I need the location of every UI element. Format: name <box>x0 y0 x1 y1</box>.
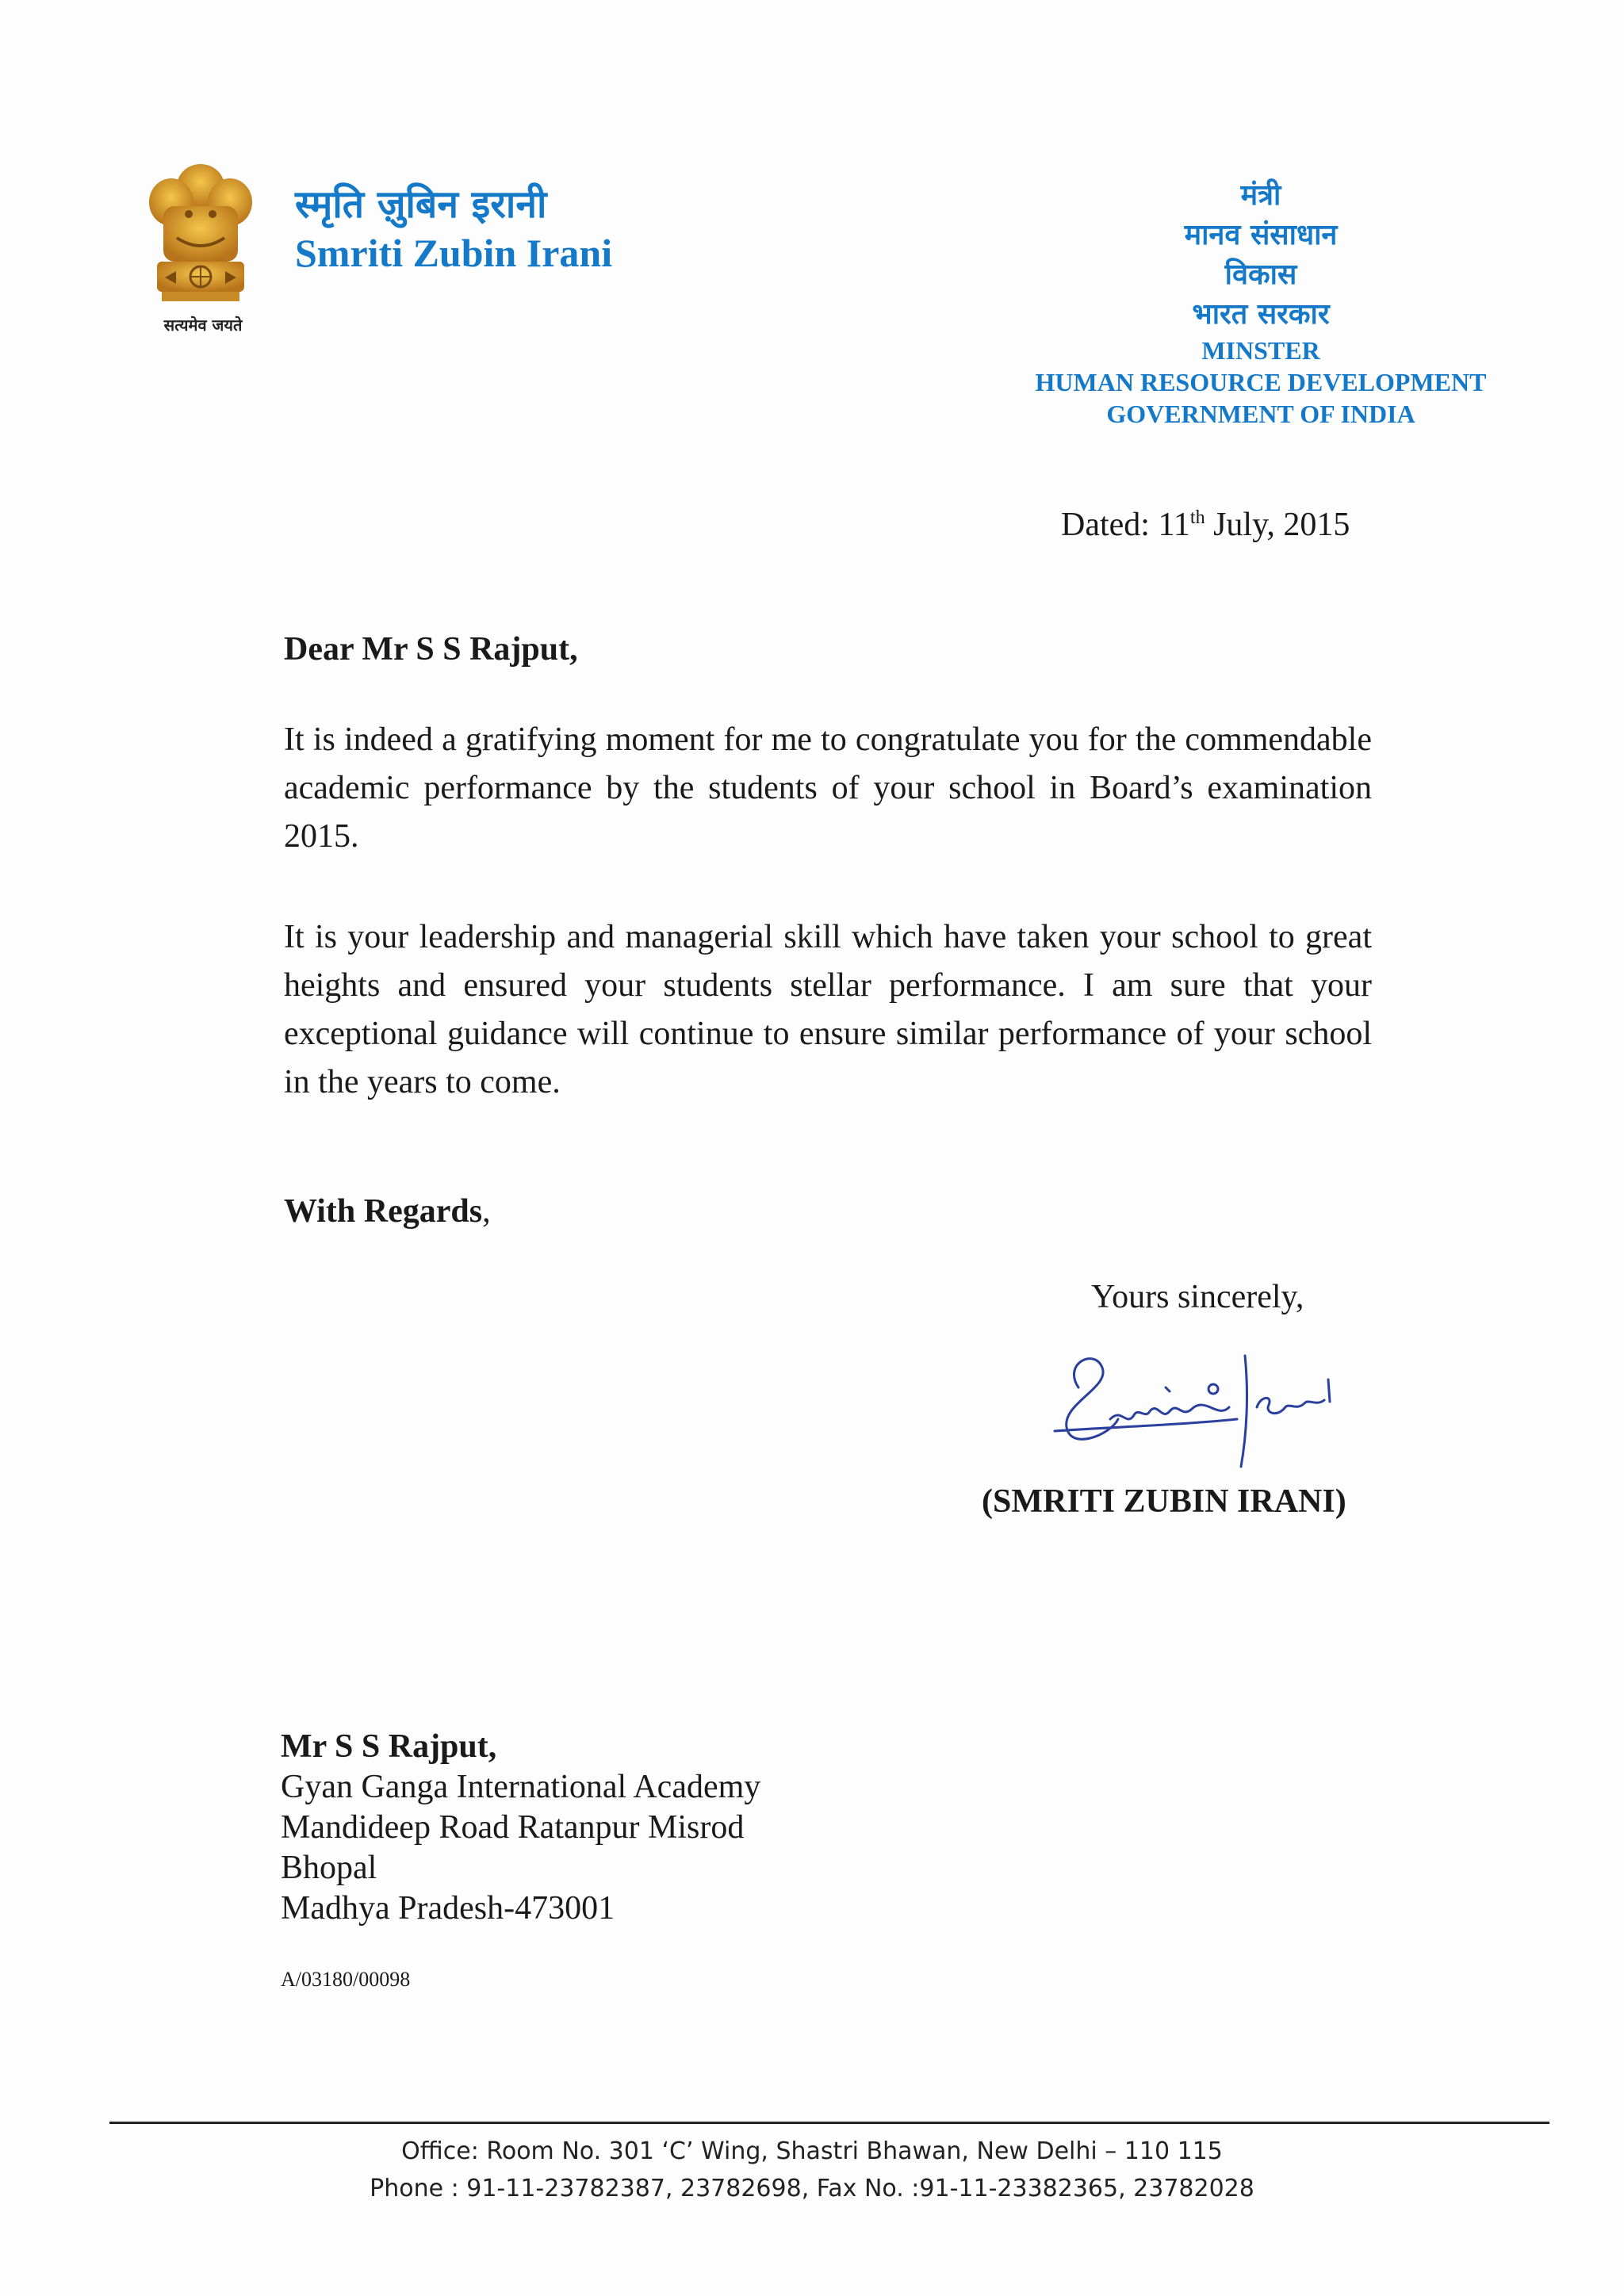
title-english-line: GOVERNMENT OF INDIA <box>1106 400 1415 428</box>
title-hindi-line: भारत सरकार <box>1192 298 1330 331</box>
office-title-block <box>991 176 1530 430</box>
sender-name-english: Smriti Zubin Irani <box>295 231 613 275</box>
address-line: Madhya Pradesh-473001 <box>281 1890 615 1927</box>
emblem-motto: सत्यमेव जयते <box>163 316 243 335</box>
signer-name: (SMRITI ZUBIN IRANI) <box>982 1483 1346 1520</box>
date-ordinal-suffix: th <box>1189 507 1205 528</box>
title-hindi-line: मानव संसाधान <box>1184 219 1338 251</box>
body-paragraph: It is indeed a gratifying moment for me to congratulate you for the commendable academic performance by the students of your school in Board’s examination 2015. <box>284 721 1372 855</box>
recipient-name: Mr S S Rajput, <box>281 1728 497 1765</box>
address-line: Gyan Ganga International Academy <box>281 1769 761 1805</box>
regards-line <box>284 1192 491 1230</box>
date-prefix: Dated: 11 <box>1061 507 1190 543</box>
address-line: Bhopal <box>281 1850 377 1886</box>
letter-date <box>1061 506 1350 544</box>
sender-name-hindi: स्मृति ज़ुबिन इरानी <box>295 182 547 227</box>
reference-number: A/03180/00098 <box>281 1968 411 1991</box>
title-english-line: HUMAN RESOURCE DEVELOPMENT <box>1035 368 1487 396</box>
body-paragraph: It is your leadership and managerial skill which have taken your school to great heights and ensured your students stellar performance. I am sure that your exceptional guidance will continue to ensure similar performance of your school in the years to come. <box>284 919 1372 1100</box>
footer-phone-fax: Phone : 91-11-23782387, 23782698, Fax No. :91-11-23382365, 23782028 <box>370 2175 1254 2202</box>
title-english-line: MINSTER <box>1201 336 1320 365</box>
salutation: Dear Mr S S Rajput, <box>284 631 578 668</box>
regards-comma: , <box>482 1193 491 1230</box>
address-line: Mandideep Road Ratanpur Misrod <box>281 1809 745 1846</box>
title-hindi-line: मंत्री <box>1240 179 1281 212</box>
regards-text: With Regards <box>284 1193 483 1230</box>
title-hindi-line: विकास <box>1224 258 1297 291</box>
handwritten-signature <box>1047 1332 1348 1475</box>
footer-divider <box>109 2122 1549 2124</box>
closing: Yours sincerely, <box>1091 1279 1304 1315</box>
date-rest: July, 2015 <box>1205 507 1350 543</box>
footer-office-address: Office: Room No. 301 ‘C’ Wing, Shastri Bhawan, New Delhi – 110 115 <box>401 2137 1223 2165</box>
